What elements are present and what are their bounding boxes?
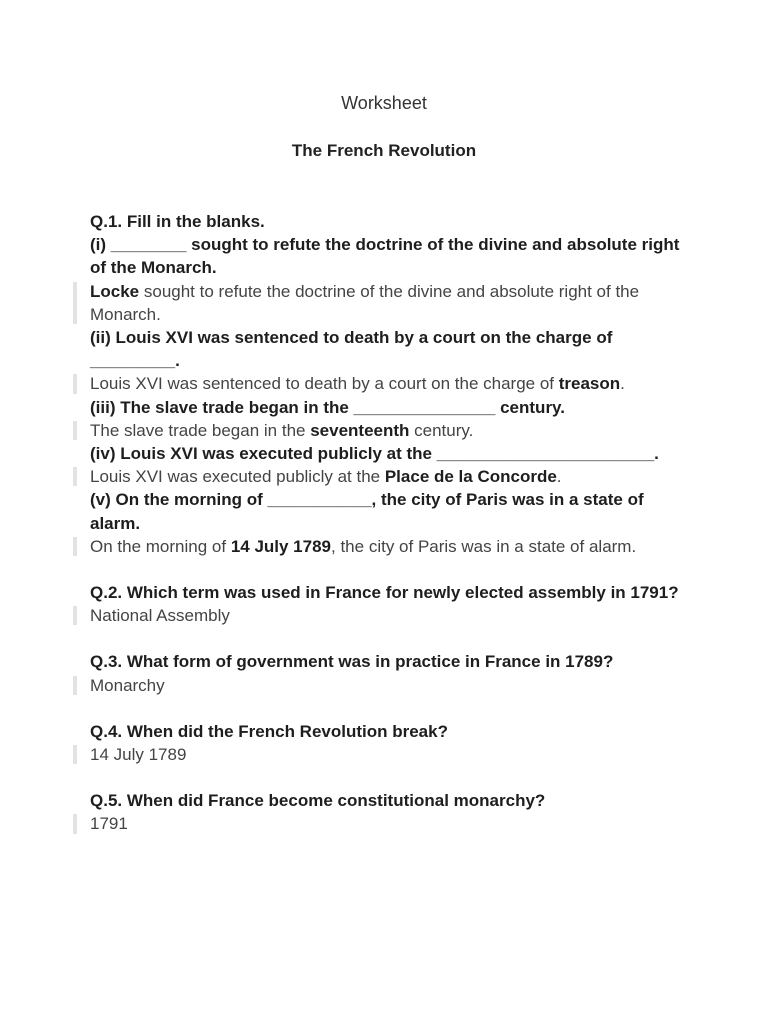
q1-v-answer (90, 535, 680, 558)
q1-iii-answer-text: The slave trade began in the (90, 420, 311, 440)
q1-i-answer-key: Locke (90, 281, 140, 301)
q1-iv-question: (iv) Louis XVI was executed publicly at the _______________________. (90, 444, 659, 464)
q1-v-answer-key: 14 July 1789 (230, 536, 332, 556)
q3-answer: Monarchy (90, 674, 680, 697)
q5-answer: 1791 (90, 812, 680, 835)
q1-iii-question: (iii) The slave trade began in the _______________ century. (90, 397, 565, 417)
q1-iii-answer (90, 419, 680, 442)
document-title: Worksheet (341, 93, 427, 113)
q4-answer: 14 July 1789 (90, 743, 680, 766)
q1-v-answer-text: On the morning of (90, 536, 231, 556)
q1-v-answer-end: , the city of Paris was in a state of alarm. (331, 536, 637, 556)
q1-i-answer-text: sought to refute the doctrine of the divine and absolute right of the Monarch. (90, 281, 640, 324)
q2-answer: National Assembly (90, 604, 680, 627)
q1-ii-answer-text: Louis XVI was sentenced to death by a court on the charge of (90, 374, 559, 394)
q1-iv-answer-key: Place de la Concorde (384, 467, 557, 487)
q1-i-question: (i) ________ sought to refute the doctrine of the divine and absolute right of the Monarch. (90, 235, 680, 278)
spacer (90, 558, 680, 581)
q3-question: Q.3. What form of government was in practice in France in 1789? (90, 652, 614, 672)
q1-iv-answer (90, 465, 680, 488)
document-subtitle: The French Revolution (291, 141, 477, 160)
spacer (90, 766, 680, 789)
spacer (90, 697, 680, 720)
q1-v-question: (v) On the morning of ___________, the city of Paris was in a state of alarm. (90, 490, 644, 533)
q1-iv-answer-text: Louis XVI was executed publicly at the (90, 467, 385, 487)
q1-i-answer (90, 280, 680, 326)
q1-heading: Q.1. Fill in the blanks. (90, 212, 265, 231)
q1-ii-answer (90, 372, 680, 395)
worksheet-content (90, 210, 680, 836)
q2-question: Q.2. Which term was used in France for newly elected assembly in 1791? (90, 583, 679, 603)
q1-iii-answer-end: century. (409, 420, 474, 440)
spacer (90, 627, 680, 650)
q1-ii-answer-key: treason (558, 374, 621, 394)
q1-ii-question: (ii) Louis XVI was sentenced to death by a court on the charge of _________. (90, 328, 613, 371)
q1-ii-answer-end: . (620, 374, 625, 394)
q1-iv-answer-end: . (556, 467, 562, 487)
q1-iii-answer-key: seventeenth (310, 420, 410, 440)
q4-question: Q.4. When did the French Revolution break? (90, 721, 448, 741)
q5-question: Q.5. When did France become constitutional monarchy? (90, 791, 546, 811)
